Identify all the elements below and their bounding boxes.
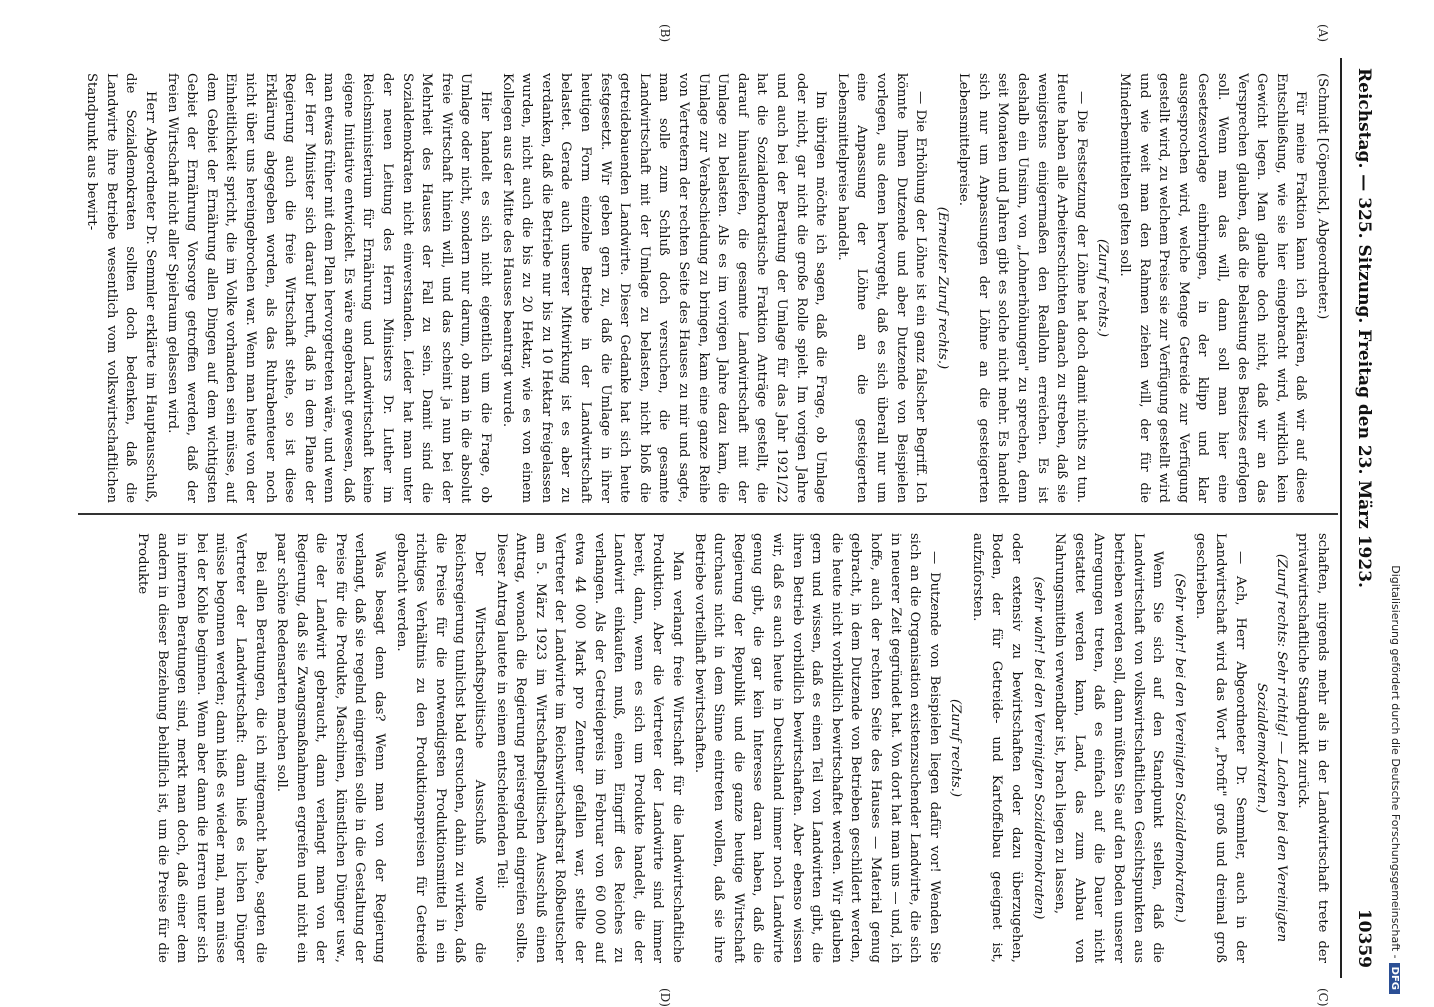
margin-mark-a: (A) <box>1316 24 1330 43</box>
credit-text: Digitalisierung gefördert durch die Deutsche Forschungsgemeinschaft - <box>1389 565 1402 959</box>
interjection: (sehr wahr! bei den Vereinigten Sozialdemokraten) <box>1030 576 1046 920</box>
paragraph: schaften, nirgends mehr als in der Landwirtschaft trete der privatwirtschaftliche Standpunkt zurück. <box>1295 533 1330 963</box>
dfg-logo: DFG <box>1389 963 1400 994</box>
paragraph: Für meine Fraktion kann ich erklären, daß wir auf diese Entschließung, wie sie hier eingebracht wird, wirklich kein Gewicht legen. Man glaube doch nicht, daß wir an das Versprechen glauben, daß die Belastung des Besitzes erfolgen soll. Wenn man das will, dann soll man hier eine Gesetzesvorlage einbringen, in der klipp und klar ausgesprochen wird, welche Menge Getreide zur Verfügung gestellt wird, zu welchem Preise sie zur Verfügung gestellt wird und wie weit man den Rahmen ziehen will, der für die Minderbemittelten gelten soll. <box>1117 73 1309 503</box>
paragraph: — Die Erhöhung der Löhne ist ein ganz falscher Begriff. Ich könnte Ihnen Dutzende und aber Dutzende von Beispielen vorlegen, aus denen hervorgeht, daß es sich überall nur um eine Anpassung der Löhne an die gesteigerten Lebensmittelpreise handelt. <box>834 73 929 503</box>
interjection: (Sehr wahr! bei den Vereinigten Sozialdemokraten.) <box>1171 573 1187 923</box>
paragraph: Im übrigen möchte ich sagen, daß die Frage, ob Umlage oder nicht, gar nicht die große Rolle spielt. Im vorigen Jahre und auch bei der Beratung der Umlage für das Jahr 1921/22 hat die Sozialdemokratische Fraktion Anträge gestellt, die darauf hinausliefen, die gesamte Landwirtschaft mit der Umlage zu belasten. Als es im vorigen Jahre dazu kam, die Umlage zur Verabschiedung zu bringen, kam eine ganze Reihe von Vertretern der rechten Seite des Hauses zu mir und sagte, man solle zum Schluß doch versuchen, die gesamte Landwirtschaft mit der Umlage zu belasten, nicht bloß die getreidebauenden Landwirte. Dieser Gedanke hat sich heute festgesetzt. Wir geben gern zu, daß die Umlage in ihrer heutigen Form einzelne Betriebe in der Landwirtschaft belastet. Gerade auch unserer Mitwirkung ist es aber zu verdanken, daß die Betriebe nur bis zu 10 Hektar freigelassen wurden, nicht auch die bis zu 20 Hektar, wie es von einem Kollegen aus der Mitte des Hauses beantragt wurde. <box>499 73 829 503</box>
paragraph: Was besagt denn das? Wenn man von der Regierung verlangt, daß sie regelnd eingreifen solle in die Gestaltung der Preise für die Produkte, Maschinen, künstlichen Dünger usw., die der Landwirt gebraucht, dann verlangt man von der Regierung, daß sie Zwangsmaßnahmen ergreifen und nicht ein paar schöne Redensarten machen soll. <box>274 533 388 963</box>
paragraph: Bei allen Beratungen, die ich mitgemacht habe, sagten die Vertreter der Landwirtschaft: dann hieß es lichen Dünger müsse begonnen werden; dann hieß es wieder mal, man müsse bei der Kohle beginnen. Wenn aber dann die Herren unter sich in internen Beratungen sind, merkt man doch, daß einer dem andern in dieser Beziehung behilflich ist, um die Preise für die Produkte <box>134 533 268 963</box>
quoted-motion: Der Wirtschaftspolitische Ausschuß wolle die Reichsregierung tunlichst bald ersuchen, dahin zu wirken, daß die Preise für die notwendigsten Produktionsmittel in ein richtiges Verhältnis zu den Produktionspreisen für Getreide gebracht werden. <box>393 533 488 963</box>
running-title: Reichstag. — 325. Sitzung. Freitag den 23. März 1923. <box>1354 68 1374 588</box>
paragraph: oder extensiv zu bewirtschaften oder dazu überzugehen, Boden, der für Getreide- und Kartoffelbau geeignet ist, aufzuforsten. <box>969 533 1025 963</box>
paragraph: — Dutzende von Beispielen liegen dafür vor! Wenden Sie sich an die Organisation existenzsuchender Landwirte, die sich in neuerer Zeit gegründet hat. Von dort hat man uns — und, ich hoffe, auch der rechten Seite des Hauses — Material genug gebracht, in dem Dutzende von Betrieben geschildert werden, die heute nicht vorbildlich bewirtschaftet werden. Wir glauben gern und wissen, daß es einen Teil von Landwirten gibt, die ihren Betrieb vorbildlich bewirtschaften. Aber ebenso wissen wir, daß es auch heute in Deutschland immer noch Landwirte genug gibt, die gar kein Interesse daran haben, daß die Regierung der Republik und die ganze heutige Wirtschaft durchaus nicht in dem Sinne eintreten wollen, daß sie ihre Betriebe vorteilhaft bewirtschaften. <box>691 533 942 963</box>
paragraph: Man verlangt freie Wirtschaft für die landwirtschaftliche Produktion. Aber die Vertreter der Landwirte sind immer bereit, dann, wenn es sich um Produkte handelt, die der Landwirt einkaufen muß, einen Eingriff des Reiches zu verlangen. Als der Getreidepreis im Februar von 60 000 auf etwa 44 000 Mark pro Zentner gefallen war, stellte der Vertreter der Landwirte im Reichswirtschaftsrat Roßbeutscher am 5. März 1923 im Wirtschaftspolitischen Ausschuß einen Antrag, wonach die Regierung preisregelnd eingreifen sollte. Dieser Antrag lautete in seinem entscheidenden Teil: <box>493 533 685 963</box>
margin-mark-b: (B) <box>658 24 672 43</box>
interjection: (Zuruf rechts.) <box>1095 238 1111 338</box>
margin-mark-d: (D) <box>658 988 672 1007</box>
speaker-label: (Schmidt [Cöpenick], Abgeordneter.) <box>1315 73 1330 320</box>
paragraph: Wenn Sie sich auf den Standpunkt stellen, daß die Landwirtschaft von volkswirtschaftlichen Gesichtspunkten aus betrieben werden soll, dann müßten Sie auf den Boden unserer Anregungen treten, daß es einfach auf die Dauer nicht gestattet werden kann, Land, das zum Anbau von Nahrungsmitteln verwendbar ist, brach liegen zu lassen, <box>1052 533 1166 963</box>
column-separator <box>78 513 1338 515</box>
paragraph: — Ach, Herr Abgeordneter Dr. Semmler, auch in der Landwirtschaft wird das Wort „Profit" groß und dreimal groß geschrieben. <box>1193 533 1248 963</box>
page-header <box>1340 58 1382 978</box>
paragraph: Herr Abgeordneter Dr. Semmler erklärte im Hauptausschuß, die Sozialdemokraten sollten doch bedenken, daß die Landwirte ihre Betriebe wesentlich vom volkswirtschaftlichen Standpunkt aus bewirt- <box>84 73 158 503</box>
digitization-credit <box>1382 6 1402 994</box>
margin-mark-c: (C) <box>1316 988 1330 1007</box>
interjection: (Erneuter Zuruf rechts.) <box>934 206 950 370</box>
paragraph: Hier handelt es sich nicht eigentlich um die Frage, ob Umlage oder nicht, sondern nur darum, ob man in die absolut freie Wirtschaft hinein will, und das scheint ja nun bei der Mehrheit des Hauses der Fall zu sein. Damit sind die Sozialdemokraten nicht einverstanden. Leider hat man unter der neuen Leitung des Herrn Ministers Dr. Luther im Reichsministerium für Ernährung und Landwirtschaft keine eigene Initiative entwickelt. Es wäre angebracht gewesen, daß man etwas früher mit dem Plan hervorgetreten wäre, und wenn der Herr Minister sich darauf beruft, daß in dem Plane der Regierung auch die freie Wirtschaft stehe, so ist diese Erklärung abgegeben worden, als das Ruhrabenteuer noch nicht über uns hereingebrochen war. Wenn man heute von der Einheitlichkeit spricht, die im Volke vorhanden sein müsse, auf dem Gebiet der Ernährung allen Dingen auf dem wichtigsten Gebiet der Ernährung Vorsorge getroffen werden, daß der freien Wirtschaft nicht aller Spielraum gelassen wird. <box>164 73 494 503</box>
rotated-page-content <box>72 24 1382 1007</box>
right-column <box>82 533 1332 963</box>
paragraph: — Die Festsetzung der Löhne hat doch damit nichts zu tun. Heute haben alle Arbeiterschichten danach zu streben, daß sie wenigstens einigermaßen den Reallohn erreichen. Es ist deshalb ein Unsinn, von „Lohnerhöhungen" zu sprechen, denn seit Monaten und Jahren gibt es solche nicht mehr. Es handelt sich nur um Anpassungen der Löhne an die gesteigerten Lebensmittelpreise. <box>956 73 1089 503</box>
interjection: (Zuruf rechts.) <box>948 698 964 798</box>
interjection: (Zuruf rechts: Sehr richtig! — Lachen bei den Vereinigten Sozialdemokraten.) <box>1254 553 1289 943</box>
left-column <box>82 73 1332 503</box>
page-number: 10359 <box>1354 908 1374 968</box>
